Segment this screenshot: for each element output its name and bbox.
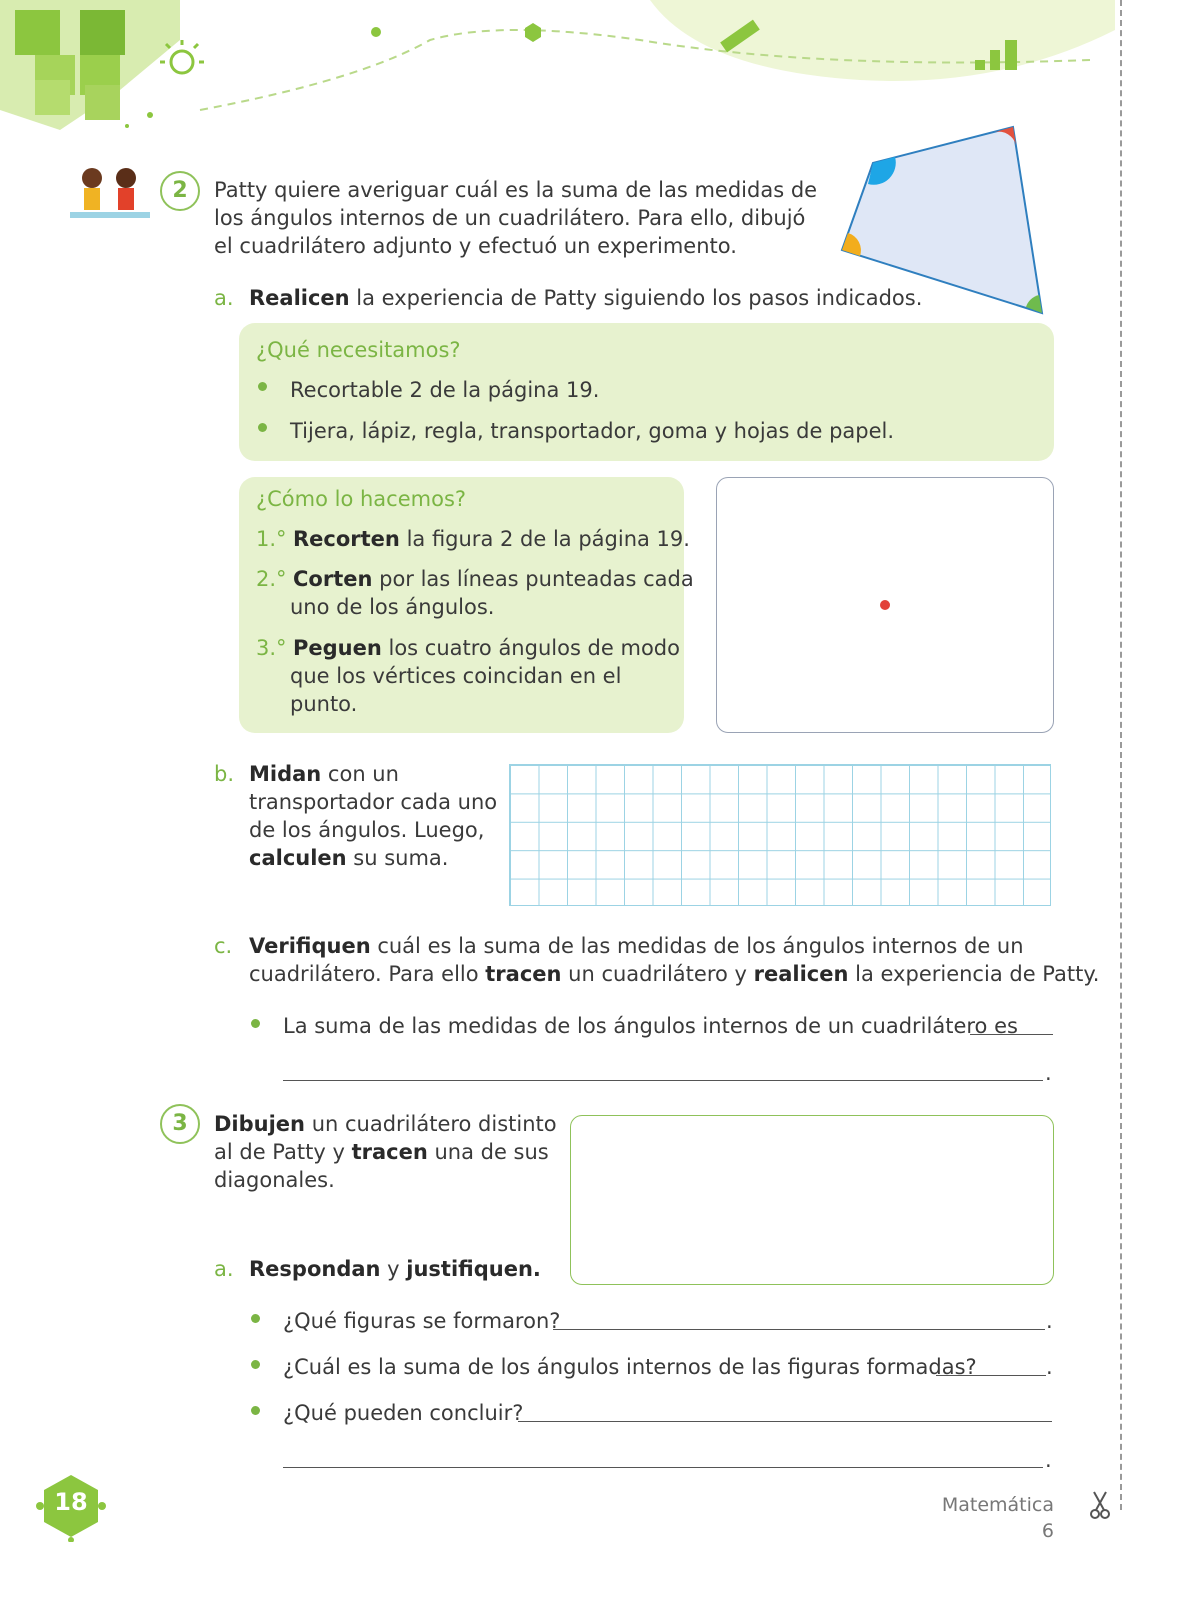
verb: Verifiquen (249, 934, 371, 958)
verb: Recorten (293, 527, 400, 551)
intro-line: los ángulos internos de un cuadrilátero. Para ello, dibujó (214, 206, 806, 230)
text: transportador cada uno (249, 790, 498, 814)
verb: tracen (485, 962, 562, 986)
steps-title: ¿Cómo lo hacemos? (256, 487, 467, 511)
activity-number-badge: 2 (160, 171, 200, 211)
answer-blank[interactable] (936, 1375, 1046, 1376)
verb: Realicen (249, 286, 350, 310)
answer-blank[interactable] (283, 1467, 1043, 1468)
text: un cuadrilátero y (561, 962, 754, 986)
verb: tracen (351, 1140, 428, 1164)
answer-grid[interactable] (509, 764, 1051, 906)
bullet (258, 423, 267, 432)
item-letter: b. (214, 762, 235, 786)
step-number: 2.° (256, 567, 287, 591)
intro-line: Patty quiere averiguar cuál es la suma de las medidas de (214, 178, 818, 202)
bullet (251, 1360, 260, 1369)
c-bullet-text: La suma de las medidas de los ángulos internos de un cuadrilátero es (283, 1014, 1018, 1038)
materials-title: ¿Qué necesitamos? (256, 338, 461, 362)
text: y (380, 1257, 407, 1281)
scissors-icon (1088, 1490, 1112, 1520)
text: diagonales. (214, 1168, 335, 1192)
activity-2-intro (214, 176, 817, 260)
intro-line: el cuadrilátero adjunto y efectuó un experimento. (214, 234, 737, 258)
text: la experiencia de Patty siguiendo los pasos indicados. (349, 286, 923, 310)
text: cuál es la suma de las medidas de los ángulos internos de un (370, 934, 1024, 958)
bullet (251, 1019, 260, 1028)
answer-blank[interactable] (970, 1034, 1053, 1035)
question: ¿Qué figuras se formaron? (283, 1309, 561, 1333)
cubes-icon (0, 0, 180, 130)
text: con un (321, 762, 399, 786)
period: . (1045, 1061, 1052, 1085)
item-letter: a. (214, 286, 234, 310)
verb: Peguen (293, 636, 382, 660)
text: uno de los ángulos. (290, 595, 495, 619)
step-number: 3.° (256, 636, 287, 660)
lightbulb-icon (160, 40, 204, 73)
kids-group-icon (70, 160, 150, 222)
text: un cuadrilátero distinto (305, 1112, 557, 1136)
activity-3-text (214, 1110, 557, 1194)
period: . (1046, 1309, 1053, 1333)
text: la experiencia de Patty. (848, 962, 1100, 986)
item-b-text (249, 760, 497, 872)
question: ¿Cuál es la suma de los ángulos internos de las figuras formadas? (283, 1355, 977, 1379)
text: que los vértices coincidan en el (290, 664, 622, 688)
text: de los ángulos. Luego, (249, 818, 485, 842)
period: . (1045, 1448, 1052, 1472)
bullet (251, 1406, 260, 1415)
item-letter: c. (214, 934, 233, 958)
verb: Corten (293, 567, 373, 591)
book-title: Matemática 6 (941, 1494, 1054, 1542)
answer-blank[interactable] (518, 1421, 1052, 1422)
drawing-area[interactable] (570, 1115, 1054, 1285)
verb: realicen (753, 962, 849, 986)
center-point (880, 600, 890, 610)
page-number: 18 (54, 1488, 88, 1516)
verb: calculen (249, 846, 347, 870)
step-number: 1.° (256, 527, 287, 551)
materials-item: Recortable 2 de la página 19. (290, 378, 600, 402)
text: su suma. (346, 846, 449, 870)
text: cuadrilátero. Para ello (249, 962, 486, 986)
step-text (290, 565, 694, 621)
bullet (258, 382, 267, 391)
answer-blank[interactable] (553, 1329, 1045, 1330)
item-a-text (249, 284, 922, 312)
cut-line (1120, 0, 1122, 1510)
verb: Midan (249, 762, 322, 786)
verb: Respondan (249, 1257, 381, 1281)
verb: Dibujen (214, 1112, 306, 1136)
activity-number-badge: 3 (160, 1104, 200, 1144)
verb: justifiquen. (406, 1257, 541, 1281)
step-text (293, 525, 690, 553)
text: al de Patty y (214, 1140, 352, 1164)
answer-blank[interactable] (283, 1080, 1043, 1081)
text: por las líneas punteadas cada (372, 567, 694, 591)
text: una de sus (427, 1140, 549, 1164)
materials-item: Tijera, lápiz, regla, transportador, goma y hojas de papel. (290, 419, 895, 443)
text: la figura 2 de la página 19. (399, 527, 690, 551)
question: ¿Qué pueden concluir? (283, 1401, 524, 1425)
item-3a-text (249, 1255, 541, 1283)
step-text (290, 634, 680, 718)
text: punto. (290, 692, 358, 716)
item-c-text (249, 932, 1099, 988)
period: . (1046, 1355, 1053, 1379)
item-letter: a. (214, 1257, 234, 1281)
bullet (251, 1314, 260, 1323)
text: los cuatro ángulos de modo (381, 636, 680, 660)
